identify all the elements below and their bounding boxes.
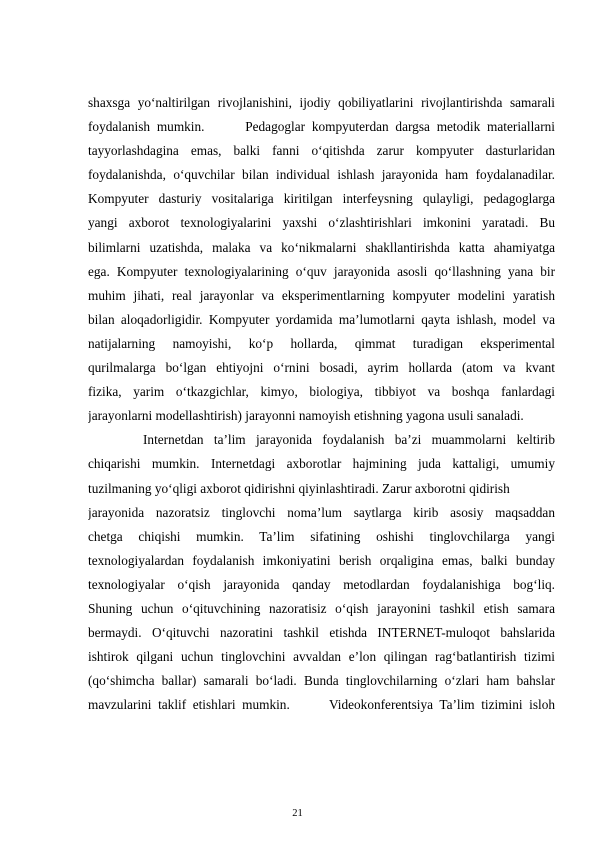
text-line: tayyorlashdagina emas, balki fanni o‘qitishda zarur kompyuter dasturlaridan: [88, 143, 555, 159]
text-line: (qo‘shimcha ballar) samarali bo‘ladi. Bunda tinglovchilarning o‘zlari ham bahslar: [88, 673, 555, 689]
text-line: natijalarning namoyishi, ko‘p hollarda, qimmat turadigan eksperimental: [88, 335, 555, 351]
text-line: Kompyuter dasturiy vositalariga kiritilgan interfeysning qulayligi, pedagoglarga: [88, 191, 555, 207]
text-line: foydalanish mumkin. Pedagoglar kompyuterdan dargsa metodik materiallarni: [88, 119, 555, 135]
text-line: Shuning uchun o‘qituvchining nazoratisiz o‘qish jarayonini tashkil etish samara: [88, 600, 555, 616]
text-line: Internetdan ta’lim jarayonida foydalanish ba’zi muammolarni keltirib: [143, 432, 555, 448]
text-line: jarayonlarni modellashtirish) jarayonni namoyish etishning yagona usuli sanaladi.: [88, 408, 524, 424]
text-line: texnologiyalar o‘qish jarayonida qanday metodlardan foydalanishiga bog‘liq.: [88, 576, 555, 592]
text-line: fizika, yarim o‘tkazgichlar, kimyo, biologiya, tibbiyot va boshqa fanlardagi: [88, 384, 555, 400]
text-line: ega. Kompyuter texnologiyalarining o‘quv jarayonida asosli qo‘llashning yana bir: [88, 263, 555, 279]
text-line: shaxsga yo‘naltirilgan rivojlanishini, ijodiy qobiliyatlarini rivojlantirishda samarali: [88, 95, 555, 110]
text-line: ishtirok qilgani uchun tinglovchini avvaldan e’lon qilingan rag‘batlantirish tizimi: [88, 649, 555, 665]
page-number: 21: [292, 808, 303, 819]
text-line: bermaydi. O‘qituvchi nazoratini tashkil etishda INTERNET-muloqot bahslarida: [88, 625, 555, 641]
body-text: [88, 91, 555, 717]
text-line: jarayonida nazoratsiz tinglovchi noma’lum saytlarga kirib asosiy maqsaddan: [88, 504, 555, 520]
text-line: bilimlarni uzatishda, malaka va ko‘nikmalarni shakllantirishda katta ahamiyatga: [88, 239, 555, 255]
text-line: muhim jihati, real jarayonlar va eksperimentlarning kompyuter modelini yaratish: [88, 287, 555, 303]
text-line: yangi axborot texnologiyalarini yaxshi o‘zlashtirishlari imkonini yaratadi. Bu: [88, 215, 555, 231]
text-line: tuzilmaning yo‘qligi axborot qidirishni qiyinlashtiradi. Zarur axborotni qidirish: [88, 480, 510, 496]
text-line: foydalanishda, o‘quvchilar bilan individual ishlash jarayonida ham foydalanadilar.: [88, 167, 555, 183]
text-line: bilan aloqadorligidir. Kompyuter yordamida ma’lumotlarni qayta ishlash, model va: [88, 311, 555, 327]
text-line: mavzularini taklif etishlari mumkin. Videokonferentsiya Ta’lim tizimini isloh: [88, 697, 555, 713]
text-line: chetga chiqishi mumkin. Ta’lim sifatining oshishi tinglovchilarga yangi: [88, 528, 555, 544]
text-line: texnologiyalardan foydalanish imkoniyatini berish orqaligina emas, balki bunday: [88, 552, 555, 568]
text-line: qurilmalarga bo‘lgan ehtiyojni o‘rnini bosadi, ayrim hollarda (atom va kvant: [88, 360, 555, 376]
text-line: chiqarishi mumkin. Internetdagi axborotlar hajmining juda kattaligi, umumiy: [88, 456, 555, 472]
